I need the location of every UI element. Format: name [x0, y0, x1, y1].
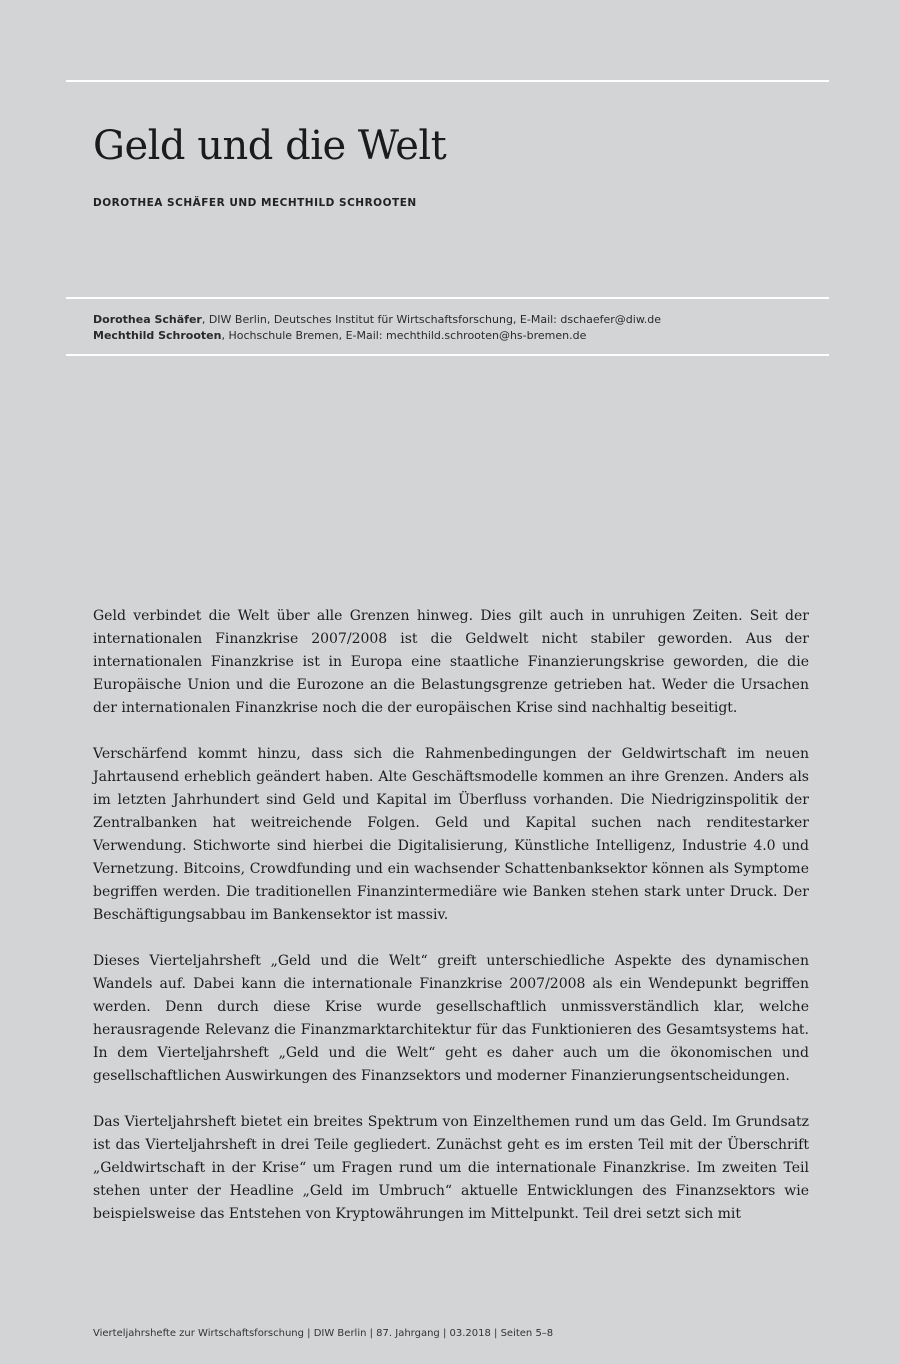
affiliation-schrooten [93, 328, 661, 344]
body-paragraph: Verschärfend kommt hinzu, dass sich die Rahmenbedingungen der Geldwirtschaft im neuen Jahrtausend erheblich geändert haben. Alte Geschäftsmodelle kommen an ihre Grenzen. Anders als im letzten Jahrhundert sind Geld und Kapital im Überfluss vorhanden. Die Niedrigzinspolitik der Zentralbanken hat weitreichende Folgen. Geld und Kapital suchen nach renditestarker Verwendung. Stichworte sind hierbei die Digitalisierung, Künstliche Intelligenz, Industrie 4.0 und Vernetzung. Bitcoins, Crowdfunding und ein wachsender Schattenbanksektor können als Symptome begriffen werden. Die traditionellen Finanzintermediäre wie Banken stehen stark unter Druck. Der Beschäftigungsabbau im Bankensektor ist massiv. [93, 746, 809, 923]
affiliation-bottom-rule [66, 354, 829, 356]
body-paragraph: Dieses Vierteljahrsheft „Geld und die Welt“ greift unterschiedliche Aspekte des dynamischen Wandels auf. Dabei kann die internationale Finanzkrise 2007/2008 als ein Wendepunkt begriffen werden. Denn durch diese Krise wurde gesellschaftlich unmissverständlich klar, welche herausragende Relevanz die Finanzmarktarchitektur für das Funktionieren des Gesamtsystems hat. In dem Vierteljahrsheft „Geld und die Welt“ geht es daher auch um die ökonomischen und gesellschaftlichen Auswirkungen des Finanzsektors und moderner Finanzierungsentscheidungen. [93, 953, 809, 1084]
author-affiliations [93, 312, 661, 344]
affiliation-top-rule [66, 297, 829, 299]
affiliation-details: , Hochschule Bremen, E-Mail: mechthild.schrooten@hs-bremen.de [221, 329, 587, 342]
body-paragraph: Geld verbindet die Welt über alle Grenzen hinweg. Dies gilt auch in unruhigen Zeiten. Seit der internationalen Finanzkrise 2007/2008 ist die Geldwelt nicht stabiler geworden. Aus der internationalen Finanzkrise ist in Europa eine staatliche Finanzierungskrise geworden, die die Europäische Union und die Eurozone an die Belastungsgrenze getrieben hat. Weder die Ursachen der internationalen Finanzkrise noch die der europäischen Krise sind nachhaltig beseitigt. [93, 608, 809, 716]
article-authors: DOROTHEA SCHÄFER UND MECHTHILD SCHROOTEN [93, 197, 417, 209]
affiliation-author-name: Mechthild Schrooten [93, 329, 222, 342]
article-body [93, 605, 809, 1249]
affiliation-author-name: Dorothea Schäfer [93, 313, 202, 326]
body-paragraph: Das Vierteljahrsheft bietet ein breites Spektrum von Einzelthemen rund um das Geld. Im Grundsatz ist das Vierteljahrsheft in drei Teile gegliedert. Zunächst geht es im ersten Teil mit der Überschrift „Geldwirtschaft in der Krise“ um Fragen rund um die internationale Finanzkrise. Im zweiten Teil stehen unter der Headline „Geld im Umbruch“ aktuelle Entwicklungen des Finanzsektors wie beispielsweise das Entstehen von Kryptowährungen im Mittelpunkt. Teil drei setzt sich mit [93, 1114, 809, 1222]
page-footer: Vierteljahrshefte zur Wirtschaftsforschung | DIW Berlin | 87. Jahrgang | 03.2018 | Seiten 5–8 [93, 1328, 554, 1339]
affiliation-details: , DIW Berlin, Deutsches Institut für Wirtschaftsforschung, E-Mail: dschaefer@diw.de [201, 313, 662, 326]
affiliation-schaefer [93, 312, 661, 328]
article-title: Geld und die Welt [93, 123, 447, 169]
top-rule [66, 80, 829, 82]
